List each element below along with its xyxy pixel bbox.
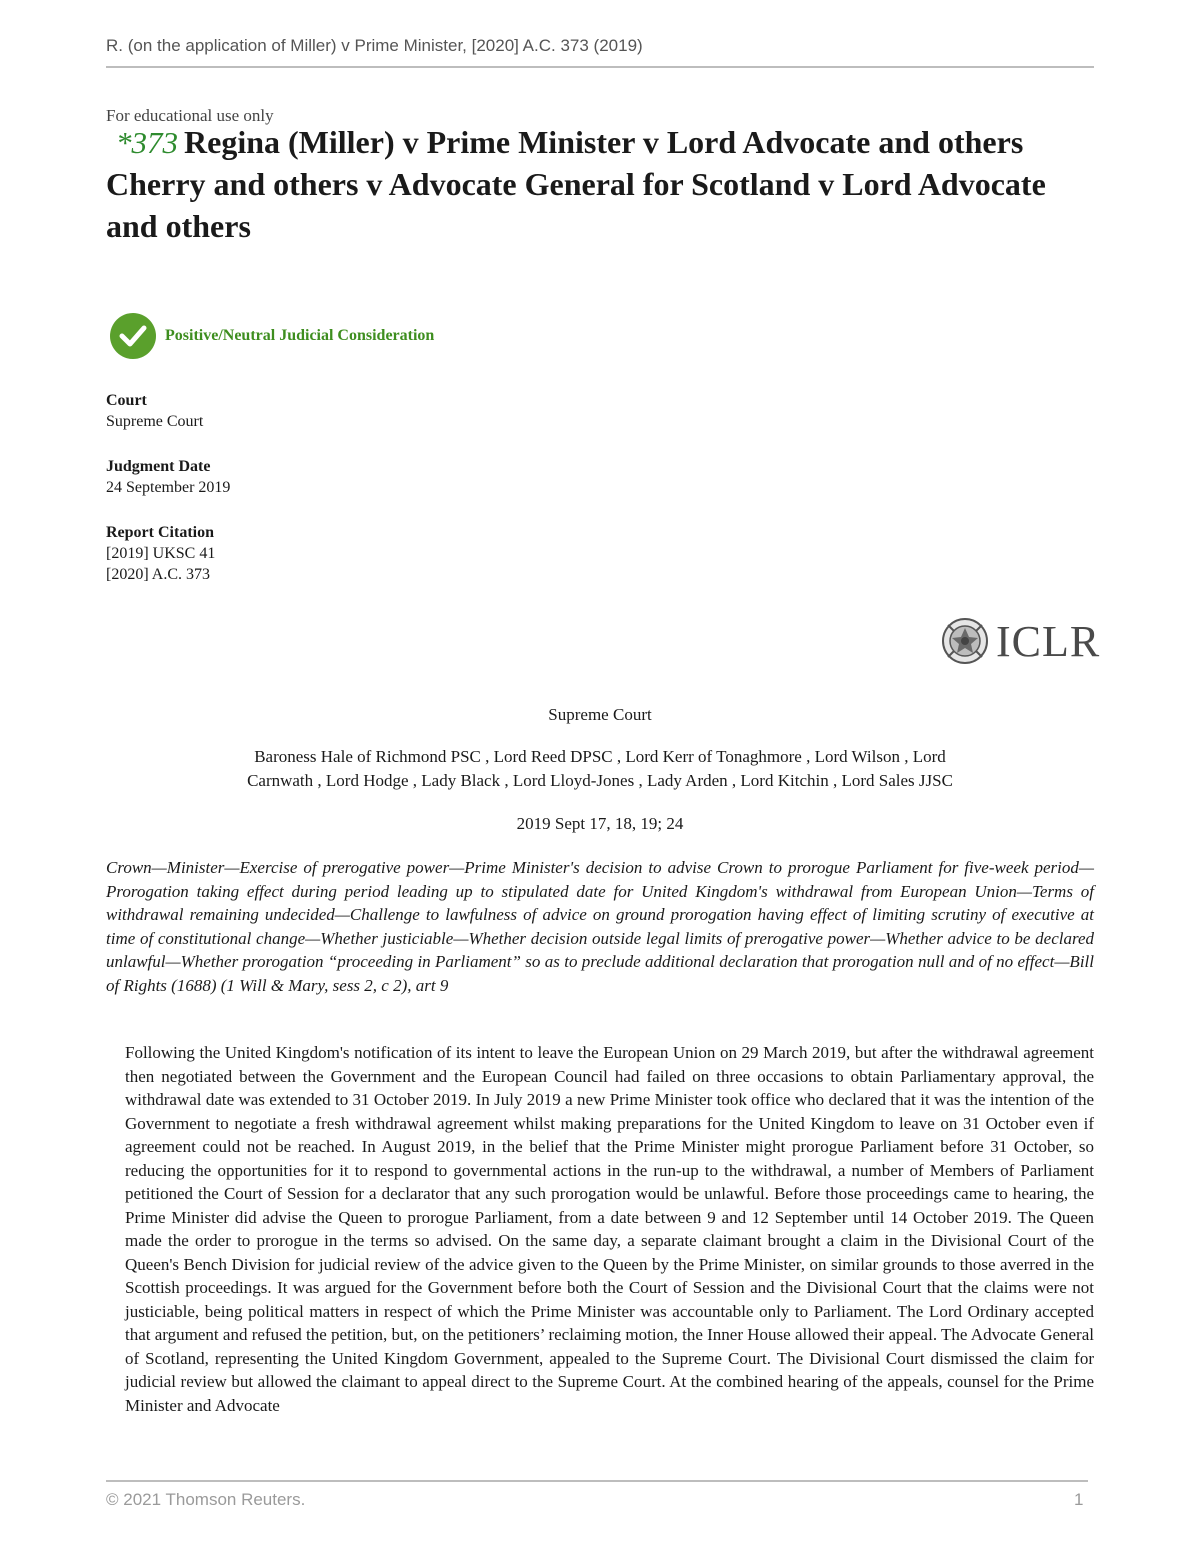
page-marker: *373 [116,125,178,160]
judgment-date-field [106,456,230,498]
court-heading: Supreme Court [548,705,652,724]
judges-line-2: Carnwath , Lord Hodge , Lady Black , Lord Lloyd-Jones , Lady Arden , Lord Kitchin , Lord Sales JJSC [247,771,953,790]
judgment-date-value: 24 September 2019 [106,479,231,496]
logo-text: ICLR [996,616,1101,666]
report-citation-2: [2020] A.C. 373 [106,566,210,583]
report-citation-label: Report Citation [106,524,214,541]
footer-divider [106,1480,1088,1482]
case-title-line2: Cherry and others v Advocate General for Scotland v Lord Advocate and others [106,166,1046,244]
court-field [106,390,203,432]
court-label: Court [106,392,147,409]
judicial-consideration-flag[interactable] [110,313,434,359]
case-title [106,124,1096,247]
iclr-logo [940,615,1100,667]
footer-copyright: © 2021 Thomson Reuters. [106,1490,306,1509]
headnote-catchwords: Crown—Minister—Exercise of prerogative power—Prime Minister's decision to advise Crown to prorogue Parliament for five-week period—Prorogation taking effect during period leading up to stipulated date for United Kingdom's withdrawal from European Union—Terms of withdrawal remaining undecided—Challenge to lawfulness of advice on ground prorogation having effect of limiting scrutiny of executive at time of constitutional change—Whether justiciable—Whether decision outside legal limits of prerogative power—Whether advice to be declared unlawful—Whether prorogation “proceeding in Parliament” so as to preclude additional declaration that prorogation null and of no effect—Bill of Rights (1688) (1 Will & Mary, sess 2, c 2), art 9 [106,858,1094,995]
crest-icon [940,615,990,667]
court-value: Supreme Court [106,413,204,430]
report-citation-1: [2019] UKSC 41 [106,545,216,562]
case-title-line1: Regina (Miller) v Prime Minister v Lord Advocate and others [184,124,1024,160]
headnote-body: Following the United Kingdom's notification of its intent to leave the European Union on 29 March 2019, but after the withdrawal agreement then negotiated between the Government and the European Council had failed on three occasions to obtain Parliamentary approval, the withdrawal date was extended to 31 October 2019. In July 2019 a new Prime Minister took office who declared that it was the intention of the Government to negotiate a fresh withdrawal agreement whilst making preparations for the United Kingdom to leave on 31 October even if agreement could not be reached. In August 2019, in the belief that the Prime Minister might prorogue Parliament before 31 October, so reducing the opportunities for it to respond to governmental actions in the run-up to the withdrawal, a number of Members of Parliament petitioned the Court of Session for a declarator that any such prorogation would be unlawful. Before those proceedings came to hearing, the Prime Minister did advise the Queen to prorogue Parliament, from a date between 9 and 12 September until 14 October 2019. The Queen made the order to prorogue in the terms so advised. On the same day, a separate claimant brought a claim in the Divisional Court of the Queen's Bench Division for judicial review of the advice given to the Queen by the Prime Minister, on similar grounds to those averred in the Scottish proceedings. It was argued for the Government before both the Court of Session and the Divisional Court that the claims were not justiciable, being political matters in respect of which the Prime Minister was accountable only to Parliament. The Lord Ordinary accepted that argument and refused the petition, but, on the petitioners’ reclaiming motion, the Inner House allowed their appeal. The Advocate General of Scotland, representing the United Kingdom Government, appealed to the Supreme Court. The Divisional Court dismissed the claim for judicial review but allowed the claimant to appeal direct to the Supreme Court. At the combined hearing of the appeals, counsel for the Prime Minister and Advocate [125,1043,1094,1415]
check-icon [110,313,156,359]
consideration-label: Positive/Neutral Judicial Consideration [165,327,435,344]
educational-notice: For educational use only [106,106,274,125]
header-divider [106,66,1094,68]
hearing-dates: 2019 Sept 17, 18, 19; 24 [516,814,684,833]
report-citation-field [106,522,215,585]
running-header: R. (on the application of Miller) v Prime Minister, [2020] A.C. 373 (2019) [106,36,643,55]
judgment-date-label: Judgment Date [106,458,211,475]
footer-page-number: 1 [1074,1490,1084,1509]
judges-line-1: Baroness Hale of Richmond PSC , Lord Reed DPSC , Lord Kerr of Tonaghmore , Lord Wilson , Lord [254,747,946,766]
